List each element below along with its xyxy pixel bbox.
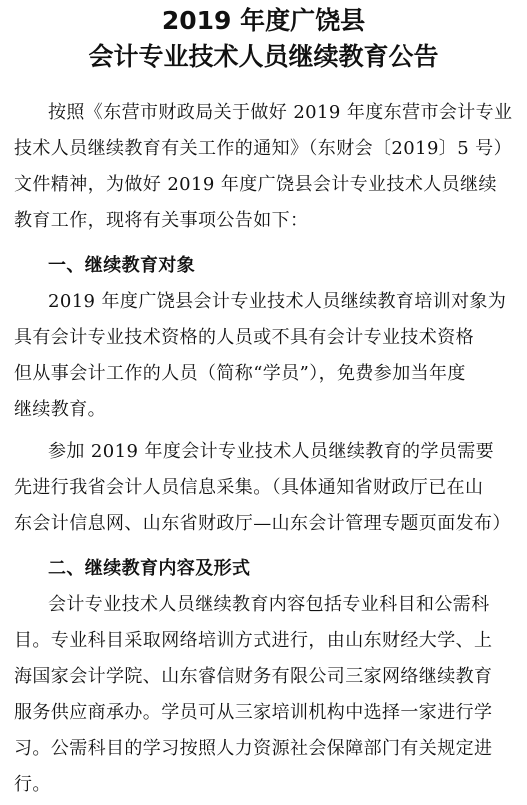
paragraph-3-line-1: 参加 2019 年度会计专业技术人员继续教育的学员需要 [48, 441, 495, 462]
paragraph-3-line-3: 东会计信息网、山东省财政厅—山东会计管理专题页面发布） [14, 513, 511, 534]
section-heading-1: 一、继续教育对象 [48, 255, 196, 276]
paragraph-3-line-2: 先进行我省会计人员信息采集。（具体通知省财政厅已在山 [14, 477, 484, 498]
paragraph-1-line-4: 教育工作，现将有关事项公告如下： [14, 210, 309, 231]
paragraph-1-line-1: 按照《东营市财政局关于做好 2019 年度东营市会计专业 [48, 102, 513, 123]
paragraph-2-line-3: 但从事会计工作的人员（简称“学员”），免费参加当年度 [14, 363, 466, 384]
title-line-1: 2019 年度广饶县 [161, 6, 366, 35]
paragraph-4-line-6: 行。 [14, 774, 51, 795]
paragraph-4-line-4: 服务供应商承办。学员可从三家培训机构中选择一家进行学 [14, 702, 493, 723]
paragraph-4-line-3: 海国家会计学院、山东睿信财务有限公司三家网络继续教育 [14, 666, 493, 687]
paragraph-1-line-3: 文件精神，为做好 2019 年度广饶县会计专业技术人员继续 [14, 174, 497, 195]
paragraph-4-line-1: 会计专业技术人员继续教育内容包括专业科目和公需科 [48, 594, 490, 615]
paragraph-4-line-2: 目。专业科目采取网络培训方式进行，由山东财经大学、上 [14, 630, 493, 651]
title-line-2: 会计专业技术人员继续教育公告 [88, 42, 439, 71]
section-heading-2: 二、继续教育内容及形式 [48, 558, 251, 579]
paragraph-2-line-2: 具有会计专业技术资格的人员或不具有会计专业技术资格 [14, 327, 474, 348]
paragraph-4-line-5: 习。公需科目的学习按照人力资源社会保障部门有关规定进 [14, 738, 493, 759]
paragraph-2-line-4: 继续教育。 [14, 399, 106, 420]
paragraph-2-line-1: 2019 年度广饶县会计专业技术人员继续教育培训对象为 [48, 291, 507, 312]
paragraph-1-line-2: 技术人员继续教育有关工作的通知》（东财会〔2019〕5 号） [14, 138, 512, 159]
